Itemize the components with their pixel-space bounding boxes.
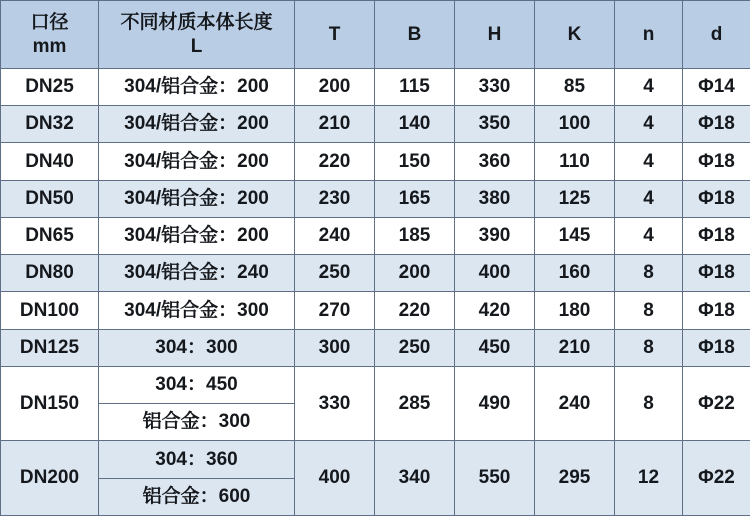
header-length-line1: 不同材质本体长度 xyxy=(120,11,273,33)
cell-length: 304/铝合金：200 xyxy=(99,106,295,143)
cell-h: 390 xyxy=(455,217,535,254)
cell-d: Φ18 xyxy=(683,217,750,254)
cell-h: 360 xyxy=(455,143,535,180)
cell-b: 165 xyxy=(375,180,455,217)
cell-h: 490 xyxy=(455,366,535,440)
cell-d: Φ18 xyxy=(683,143,750,180)
cell-b: 200 xyxy=(375,255,455,292)
cell-h: 350 xyxy=(455,106,535,143)
table-row xyxy=(1,255,750,292)
cell-d: Φ22 xyxy=(683,441,750,516)
header-length-line2: L xyxy=(190,35,203,57)
cell-length-primary: 304：360 xyxy=(99,441,295,478)
cell-k: 100 xyxy=(535,106,615,143)
cell-h: 420 xyxy=(455,292,535,329)
table-row xyxy=(1,366,750,403)
cell-length-secondary: 铝合金：600 xyxy=(99,478,295,515)
header-diameter xyxy=(1,1,99,69)
cell-dn: DN200 xyxy=(1,441,99,516)
cell-k: 145 xyxy=(535,217,615,254)
cell-k: 180 xyxy=(535,292,615,329)
cell-dn: DN150 xyxy=(1,366,99,440)
cell-n: 8 xyxy=(615,366,683,440)
header-b: B xyxy=(375,1,455,69)
header-length xyxy=(99,1,295,69)
cell-n: 4 xyxy=(615,106,683,143)
cell-length: 304/铝合金：240 xyxy=(99,255,295,292)
cell-n: 8 xyxy=(615,255,683,292)
cell-d: Φ14 xyxy=(683,69,750,106)
cell-dn: DN25 xyxy=(1,69,99,106)
cell-t: 240 xyxy=(295,217,375,254)
cell-t: 230 xyxy=(295,180,375,217)
cell-t: 400 xyxy=(295,441,375,516)
cell-d: Φ18 xyxy=(683,329,750,366)
cell-k: 240 xyxy=(535,366,615,440)
cell-length-secondary: 铝合金：300 xyxy=(99,404,295,441)
cell-b: 150 xyxy=(375,143,455,180)
table-row xyxy=(1,292,750,329)
cell-dn: DN80 xyxy=(1,255,99,292)
cell-t: 250 xyxy=(295,255,375,292)
header-h: H xyxy=(455,1,535,69)
cell-n: 4 xyxy=(615,180,683,217)
table-header-row xyxy=(1,1,750,69)
table-row xyxy=(1,180,750,217)
header-k: K xyxy=(535,1,615,69)
cell-d: Φ18 xyxy=(683,180,750,217)
header-diameter-line2: mm xyxy=(32,35,67,57)
cell-k: 160 xyxy=(535,255,615,292)
cell-b: 185 xyxy=(375,217,455,254)
cell-length: 304：300 xyxy=(99,329,295,366)
cell-t: 270 xyxy=(295,292,375,329)
cell-dn: DN65 xyxy=(1,217,99,254)
cell-k: 210 xyxy=(535,329,615,366)
cell-d: Φ22 xyxy=(683,366,750,440)
cell-t: 300 xyxy=(295,329,375,366)
cell-n: 8 xyxy=(615,329,683,366)
cell-dn: DN100 xyxy=(1,292,99,329)
table-row xyxy=(1,106,750,143)
cell-n: 12 xyxy=(615,441,683,516)
cell-d: Φ18 xyxy=(683,106,750,143)
cell-dn: DN32 xyxy=(1,106,99,143)
cell-t: 330 xyxy=(295,366,375,440)
cell-dn: DN50 xyxy=(1,180,99,217)
cell-b: 115 xyxy=(375,69,455,106)
table-row xyxy=(1,329,750,366)
cell-k: 295 xyxy=(535,441,615,516)
table-row xyxy=(1,441,750,478)
cell-d: Φ18 xyxy=(683,255,750,292)
cell-length: 304/铝合金：300 xyxy=(99,292,295,329)
cell-h: 550 xyxy=(455,441,535,516)
cell-k: 110 xyxy=(535,143,615,180)
cell-dn: DN125 xyxy=(1,329,99,366)
cell-b: 140 xyxy=(375,106,455,143)
cell-k: 125 xyxy=(535,180,615,217)
cell-dn: DN40 xyxy=(1,143,99,180)
cell-length-primary: 304：450 xyxy=(99,366,295,403)
cell-length: 304/铝合金：200 xyxy=(99,69,295,106)
cell-t: 220 xyxy=(295,143,375,180)
cell-n: 4 xyxy=(615,143,683,180)
table-row xyxy=(1,69,750,106)
table-row xyxy=(1,217,750,254)
cell-b: 285 xyxy=(375,366,455,440)
cell-h: 450 xyxy=(455,329,535,366)
header-diameter-line1: 口径 xyxy=(30,11,69,33)
cell-n: 4 xyxy=(615,69,683,106)
cell-length: 304/铝合金：200 xyxy=(99,143,295,180)
cell-b: 220 xyxy=(375,292,455,329)
cell-n: 8 xyxy=(615,292,683,329)
header-t: T xyxy=(295,1,375,69)
cell-length: 304/铝合金：200 xyxy=(99,180,295,217)
cell-b: 340 xyxy=(375,441,455,516)
cell-d: Φ18 xyxy=(683,292,750,329)
table-row xyxy=(1,143,750,180)
cell-h: 380 xyxy=(455,180,535,217)
header-n: n xyxy=(615,1,683,69)
cell-h: 330 xyxy=(455,69,535,106)
cell-n: 4 xyxy=(615,217,683,254)
header-d: d xyxy=(683,1,750,69)
cell-h: 400 xyxy=(455,255,535,292)
cell-t: 210 xyxy=(295,106,375,143)
cell-b: 250 xyxy=(375,329,455,366)
cell-k: 85 xyxy=(535,69,615,106)
cell-t: 200 xyxy=(295,69,375,106)
cell-length: 304/铝合金：200 xyxy=(99,217,295,254)
